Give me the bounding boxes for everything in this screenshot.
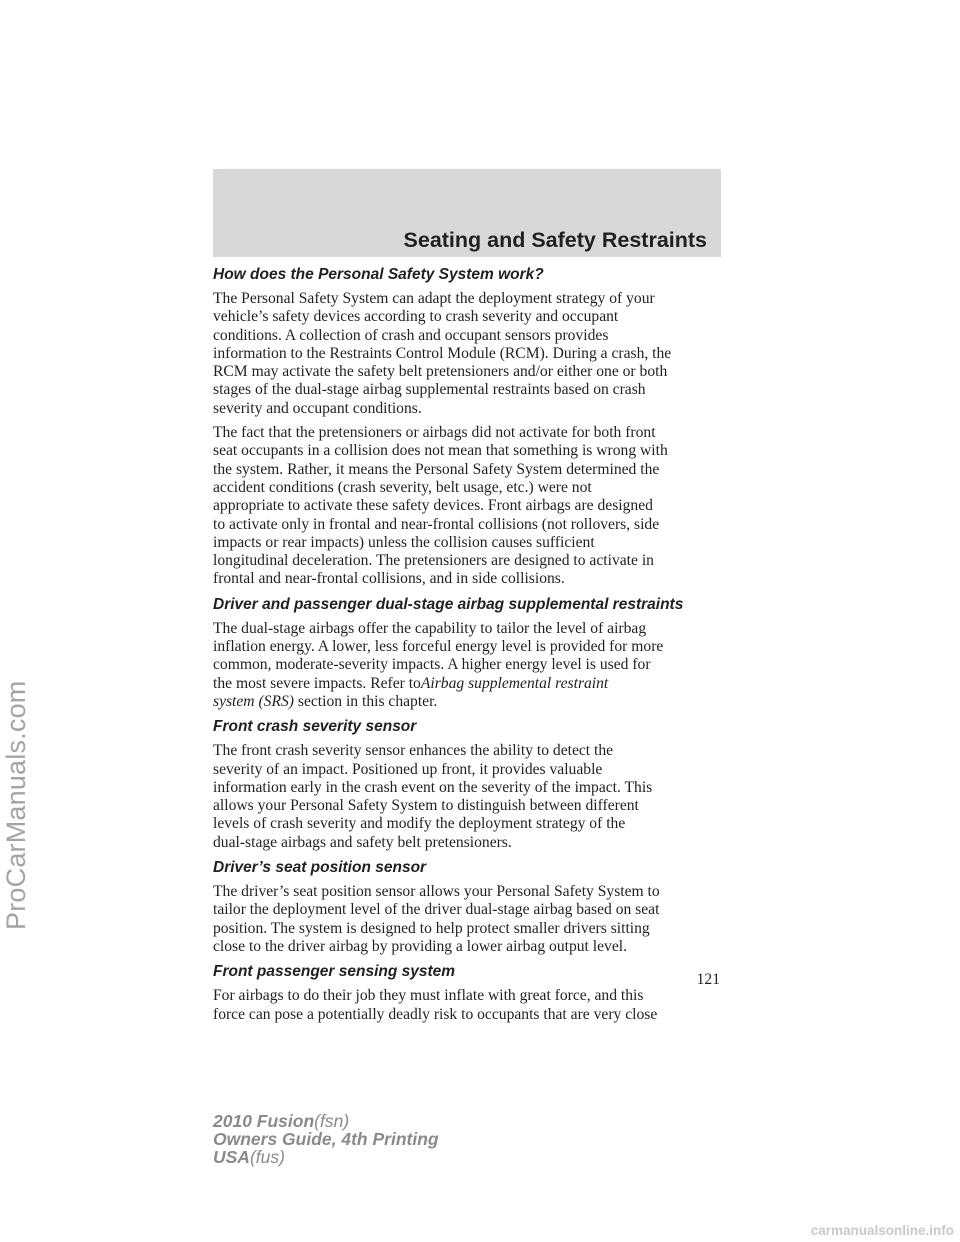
paragraph: [213, 883, 721, 956]
text-line: The Personal Safety System can adapt the deployment strategy of your: [213, 290, 655, 307]
paragraph: [213, 987, 721, 1024]
text-line: common, moderate-severity impacts. A higher energy level is used for: [213, 656, 651, 674]
text-line: dual-stage airbags and safety belt pretensioners.: [213, 833, 512, 851]
text-line: force can pose a potentially deadly risk to occupants that are very close: [213, 1005, 658, 1023]
paragraph: [213, 742, 721, 852]
text-line: stages of the dual-stage airbag supplemental restraints based on crash: [213, 381, 646, 399]
footer-imprint: [213, 1112, 439, 1166]
footer-line: [213, 1148, 439, 1166]
footer-line: [213, 1112, 439, 1130]
text-line: [213, 693, 721, 711]
text-run: the most severe impacts. Refer to: [213, 674, 421, 692]
section-heading: Front crash severity sensor: [213, 718, 417, 736]
footer-line: [213, 1130, 439, 1148]
text-line: close to the driver airbag by providing a lower airbag output level.: [213, 937, 627, 955]
text-line: The front crash severity sensor enhances the ability to detect the: [213, 742, 614, 760]
text-line: severity and occupant conditions.: [213, 399, 422, 417]
text-line: The fact that the pretensioners or airbags did not activate for both front: [213, 424, 656, 442]
footer-region-code: (fus): [249, 1147, 285, 1167]
text-line: severity of an impact. Positioned up front, it provides valuable: [213, 760, 603, 778]
side-watermark: ProCarManuals.com: [1, 680, 31, 930]
text-line: frontal and near-frontal collisions, and in side collisions.: [213, 570, 565, 588]
cross-reference: system (SRS): [213, 692, 294, 710]
text-line: vehicle’s safety devices according to crash severity and occupant: [213, 308, 619, 326]
paragraph: [213, 290, 721, 418]
text-line: longitudinal deceleration. The pretensioners are designed to activate in: [213, 552, 654, 570]
section-title: Seating and Safety Restraints: [403, 228, 707, 252]
text-line: seat occupants in a collision does not mean that something is wrong with: [213, 442, 668, 460]
footer-guide: Owners Guide, 4th Printing: [213, 1129, 439, 1149]
footer-region: USA: [213, 1147, 250, 1167]
section-heading: Driver’s seat position sensor: [213, 859, 427, 877]
page-number: 121: [696, 971, 720, 988]
text-line: inflation energy. A lower, less forceful energy level is provided for more: [213, 638, 664, 656]
text-line: accident conditions (crash severity, belt usage, etc.) were not: [213, 478, 592, 496]
section-heading: Driver and passenger dual-stage airbag supplemental restraints: [213, 595, 684, 613]
page-body: [213, 265, 721, 1030]
text-line: appropriate to activate these safety devices. Front airbags are designed: [213, 497, 653, 515]
section-heading: Front passenger sensing system: [213, 963, 456, 981]
text-line: The dual-stage airbags offer the capability to tailor the level of airbag: [213, 619, 647, 637]
text-line: [213, 675, 721, 693]
paragraph: [213, 620, 721, 711]
text-line: allows your Personal Safety System to distinguish between different: [213, 797, 639, 815]
text-line: The driver’s seat position sensor allows your Personal Safety System to: [213, 883, 660, 901]
section-heading: How does the Personal Safety System work?: [213, 266, 544, 283]
text-line: impacts or rear impacts) unless the collision causes sufficient: [213, 533, 595, 551]
footer-model: 2010 Fusion: [213, 1111, 315, 1131]
text-run: section in this chapter.: [297, 692, 438, 710]
text-line: RCM may activate the safety belt pretensioners and/or either one or both: [213, 363, 668, 381]
text-line: tailor the deployment level of the driver dual-stage airbag based on seat: [213, 901, 660, 919]
footer-model-code: (fsn): [314, 1111, 350, 1131]
text-line: levels of crash severity and modify the deployment strategy of the: [213, 815, 626, 833]
text-line: to activate only in frontal and near-frontal collisions (not rollovers, side: [213, 515, 660, 533]
text-line: the system. Rather, it means the Personal Safety System determined the: [213, 460, 660, 478]
text-line: conditions. A collection of crash and occupant sensors provides: [213, 326, 609, 344]
text-line: For airbags to do their job they must inflate with great force, and this: [213, 987, 644, 1005]
text-line: information early in the crash event on the severity of the impact. This: [213, 778, 653, 796]
cross-reference: Airbag supplemental restraint: [420, 674, 609, 692]
text-line: information to the Restraints Control Module (RCM). During a crash, the: [213, 344, 672, 362]
section-header-bar: [213, 169, 721, 257]
bottom-watermark: carmanualsonline.info: [810, 1223, 954, 1238]
text-line: position. The system is designed to help protect smaller drivers sitting: [213, 919, 650, 937]
paragraph: [213, 424, 721, 589]
